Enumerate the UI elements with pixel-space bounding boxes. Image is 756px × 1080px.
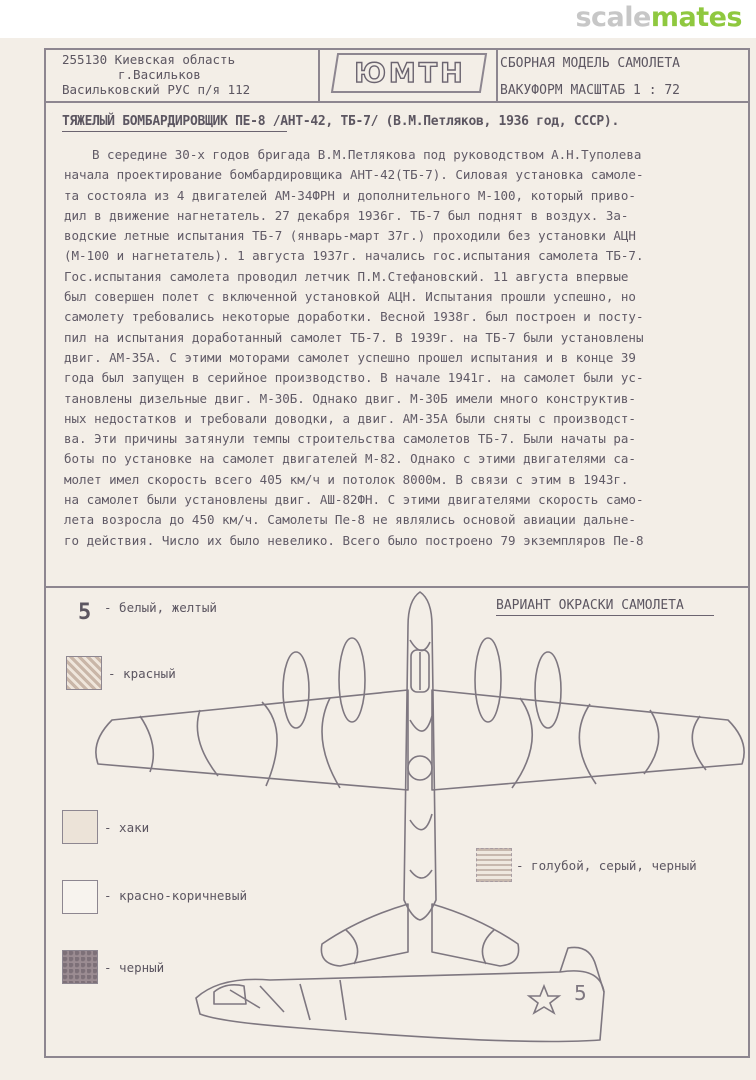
manufacturer-logo-text: ЮМТН: [354, 58, 466, 89]
text-line: ва. Эти причины затянули темпы строительства самолетов ТБ-7. Были начаты ра-: [64, 431, 636, 447]
swatch-red-brown: [62, 880, 98, 914]
engine-nacelle: [283, 652, 309, 728]
text-line: та состояла из 4 двигателей АМ-34ФРН и дополнительного М-100, который приво-: [64, 187, 636, 203]
text-line: (М-100 и нагнетатель). 1 августа 1937г. начались гос.испытания самолета ТБ-7.: [64, 248, 644, 264]
address-line-3: Васильковский РУС п/я 112: [62, 82, 251, 97]
text-line: В середине 30-х годов бригада В.М.Петлякова под руководством А.Н.Туполева: [92, 147, 642, 162]
wing-outline: [96, 690, 744, 790]
side-cockpit: [214, 985, 246, 1004]
text-line: самолету требовались некоторые доработки. Весной 1938г. был построен и посту-: [64, 309, 644, 325]
swatch-khaki: [62, 810, 98, 844]
text-line: водские летные испытания ТБ-7 (январь-март 37г.) проходили без установки АЦН: [64, 228, 636, 244]
legend-five-symbol: 5: [78, 600, 92, 625]
text-line: дил в движение нагнетатель. 27 декабря 1936г. ТБ-7 был поднят в воздух. За-: [64, 207, 629, 223]
legend-khaki: - хаки: [104, 820, 150, 835]
text-line: Гос.испытания самолета проводил летчик П.М.Стефановский. 11 августа впервые: [64, 268, 629, 284]
side-tail-number: 5: [574, 981, 587, 1005]
legend-white-yellow: - белый, желтый: [104, 600, 217, 615]
engine-nacelle: [339, 638, 365, 722]
text-line: пил на испытания доработанный самолет ТБ-7. В 1939г. на ТБ-7 были установлены: [64, 329, 644, 345]
swatch-black: [62, 950, 98, 984]
logo-part-scale: scale: [575, 2, 651, 33]
text-line: го действия. Число их было невелико. Всего было построено 79 экземпляров Пе-8: [64, 532, 644, 548]
legend-black: - черный: [104, 960, 165, 975]
text-line: ных недостатков и требовали доводки, а двиг. АМ-35А были сняты с производст-: [64, 410, 636, 426]
text-line: начала проектирование бомбардировщика АНТ-42(ТБ-7). Силовая установка самоле-: [64, 167, 644, 183]
engine-nacelle: [475, 638, 501, 722]
address-line-1: 255130 Киевская область: [62, 52, 236, 67]
legend-blue-grey-black: - голубой, серый, черный: [516, 858, 697, 873]
side-star: [529, 986, 559, 1013]
logo-part-mates: mates: [650, 2, 742, 33]
swatch-blue-grey-black: [476, 848, 512, 882]
scheme-title-underline: [496, 615, 714, 616]
text-line: был совершен полет с включенной установкой АЦН. Испытания прошли успешно, но: [64, 289, 636, 305]
swatch-red: [66, 656, 102, 690]
legend-red-brown: - красно-коричневый: [104, 888, 247, 903]
engine-nacelle: [535, 652, 561, 728]
text-line: лета возросла до 450 км/ч. Самолеты Пе-8 не являлись основой авиации дальне-: [64, 512, 636, 528]
text-line: молет имел скорость всего 405 км/ч и потолок 8000м. В связи с этим в 1943г.: [64, 471, 629, 487]
turret: [408, 756, 432, 780]
text-line: тановлены дизельные двиг. М-30Б. Однако двиг. М-30Б имели много конструктив-: [64, 390, 636, 406]
text-line: двиг. АМ-35А. С этими моторами самолет успешно прошел испытания и в конце 39: [64, 349, 636, 365]
scheme-title: ВАРИАНТ ОКРАСКИ САМОЛЕТА: [496, 598, 684, 613]
aircraft-title: ТЯЖЕЛЫЙ БОМБАРДИРОВЩИК ПЕ-8 /АНТ-42, ТБ-7/ (В.М.Петляков, 1936 год, СССР).: [62, 114, 619, 129]
legend-red: - красный: [108, 666, 176, 681]
kit-scale: ВАКУФОРМ МАСШТАБ 1 : 72: [500, 83, 681, 98]
text-line: боты по установке на самолет двигателей М-82. Однако с этими двигателями са-: [64, 451, 636, 467]
address-line-2: г.Васильков: [118, 67, 201, 82]
text-line: года был запущен в серийное производство. В начале 1941г. на самолет были ус-: [64, 370, 644, 386]
kit-type: СБОРНАЯ МОДЕЛЬ САМОЛЕТА: [500, 56, 681, 71]
text-line: на самолет были установлены двиг. АШ-82ФН. С этими двигателями скорость само-: [64, 492, 644, 508]
